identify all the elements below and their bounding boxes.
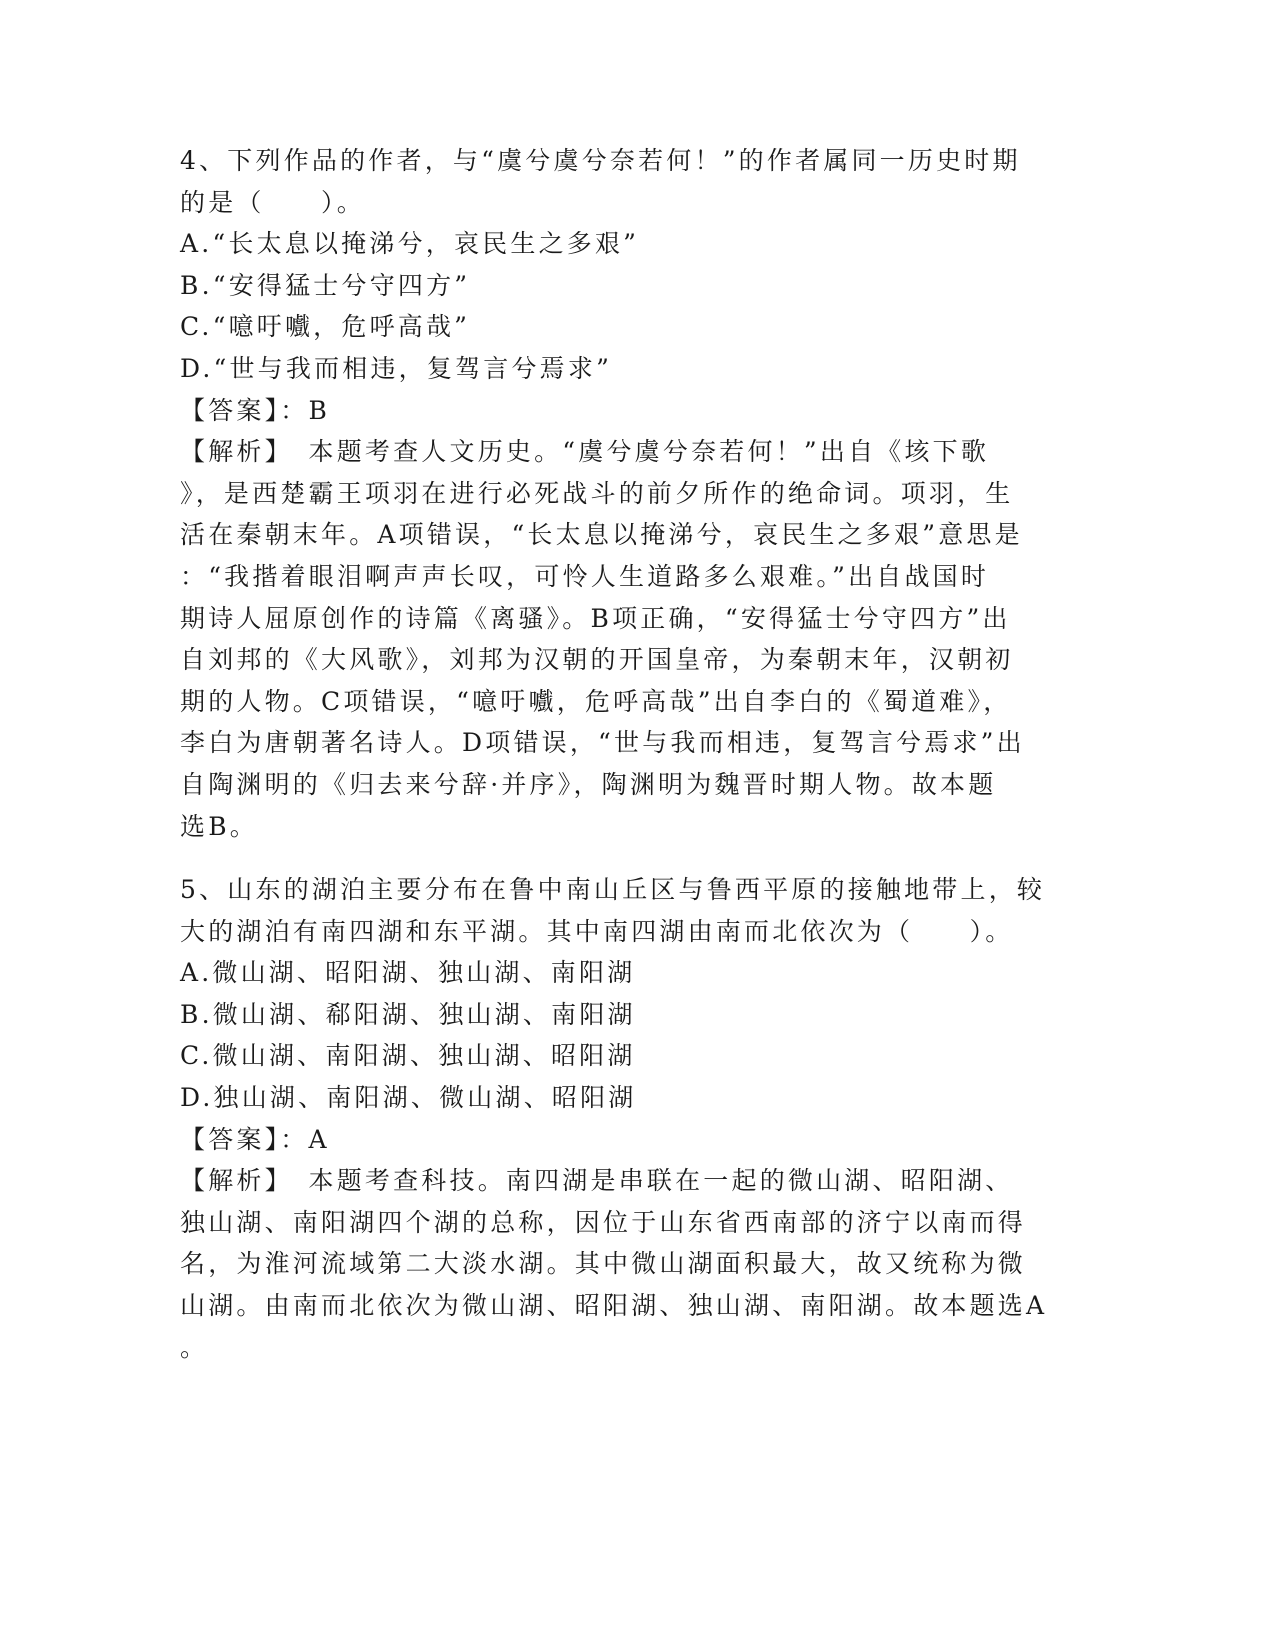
answer-line: 【答案】：B: [180, 395, 331, 425]
question-spacer: [180, 847, 1040, 869]
analysis-line: 【解析】 本题考查科技。南四湖是串联在一起的微山湖、昭阳湖、: [180, 1166, 1014, 1196]
analysis-line: 活在秦朝末年。A项错误，“长太息以掩涕兮，哀民生之多艰”意思是: [180, 520, 1023, 550]
question-stem-line: 大的湖泊有南四湖和东平湖。其中南四湖由南而北依次为（ ）。: [180, 916, 1014, 946]
option-c: C.微山湖、南阳湖、独山湖、昭阳湖: [180, 1041, 636, 1071]
question-stem-line: 5、山东的湖泊主要分布在鲁中南山丘区与鲁西平原的接触地带上，较: [180, 875, 1046, 905]
option-d: D.独山湖、南阳湖、微山湖、昭阳湖: [180, 1083, 637, 1113]
analysis-line: 选B。: [180, 811, 258, 841]
analysis-line: 自陶渊明的《归去来兮辞·并序》，陶渊明为魏晋时期人物。故本题: [180, 769, 997, 799]
analysis-line: 。: [180, 1332, 209, 1362]
analysis-line: ：“我揩着眼泪啊声声长叹，可怜人生道路多么艰难。”出自战国时: [180, 561, 990, 591]
option-a: A.微山湖、昭阳湖、独山湖、南阳湖: [180, 958, 636, 988]
analysis-line: 期诗人屈原创作的诗篇《离骚》。B项正确，“安得猛士兮守四方”出: [180, 603, 1011, 633]
analysis-line: 李白为唐朝著名诗人。D项错误，“世与我而相违，复驾言兮焉求”出: [180, 728, 1025, 758]
analysis-line: 【解析】 本题考查人文历史。“虞兮虞兮奈若何！”出自《垓下歌: [180, 437, 990, 467]
analysis-line: 山湖。由南而北依次为微山湖、昭阳湖、独山湖、南阳湖。故本题选A: [180, 1291, 1048, 1321]
analysis-line: 期的人物。C项错误，“噫吁嚱，危呼高哉”出自李白的《蜀道难》，: [180, 686, 1012, 716]
option-c: C.“噫吁嚱，危呼高哉”: [180, 312, 471, 342]
analysis-line: 自刘邦的《大风歌》，刘邦为汉朝的开国皇帝，为秦朝末年，汉朝初: [180, 645, 1014, 675]
option-b: B.微山湖、郗阳湖、独山湖、南阳湖: [180, 999, 636, 1029]
option-b: B.“安得猛士兮守四方”: [180, 270, 471, 300]
question-block: [180, 869, 1048, 1368]
question-stem-line: 的是（ ）。: [180, 187, 365, 217]
document-content: [180, 140, 1048, 1368]
analysis-line: 名，为淮河流域第二大淡水湖。其中微山湖面积最大，故又统称为微: [180, 1249, 1027, 1279]
question-block: [180, 140, 1040, 847]
option-d: D.“世与我而相违，复驾言兮焉求”: [180, 353, 613, 383]
analysis-line: 》，是西楚霸王项羽在进行必死战斗的前夕所作的绝命词。项羽，生: [180, 478, 1014, 508]
question-stem-line: 4、下列作品的作者，与“虞兮虞兮奈若何！”的作者属同一历史时期: [180, 146, 1021, 175]
answer-line: 【答案】：A: [180, 1124, 330, 1154]
analysis-line: 独山湖、南阳湖四个湖的总称，因位于山东省西南部的济宁以南而得: [180, 1207, 1027, 1237]
option-a: A.“长太息以掩涕兮，哀民生之多艰”: [180, 229, 640, 259]
